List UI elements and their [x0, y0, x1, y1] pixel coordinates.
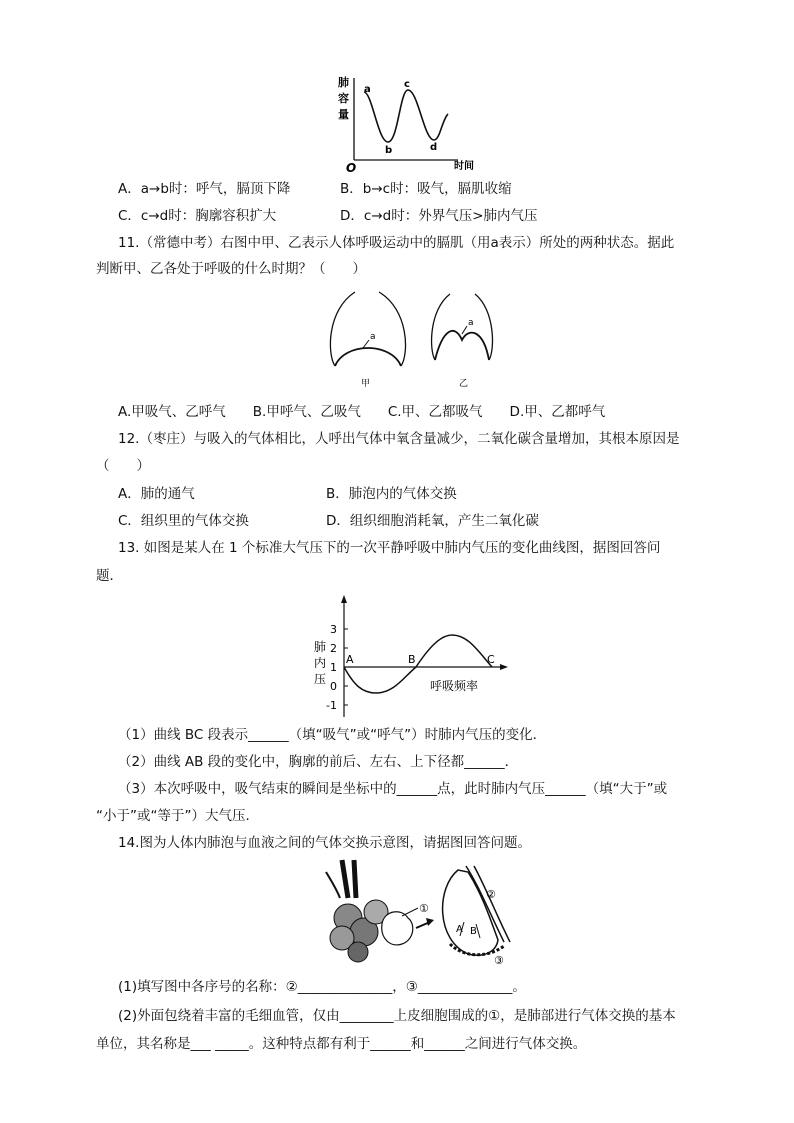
q10-option-c[interactable]: C．c→d时：胸廓容积扩大 — [118, 208, 277, 224]
q13-sub2: （2）曲线 AB 段的变化中，胸廓的前后、左右、上下径都______． — [118, 754, 519, 770]
point-a-label: a — [364, 84, 371, 95]
origin-label: O — [346, 161, 357, 175]
q10-option-b[interactable]: B．b→c时：吸气，膈肌收缩 — [340, 181, 512, 197]
q13-sub3-line1: （3）本次呼吸中，吸气结束的瞬间是坐标中的______点，此时肺内气压______（填“大于”或 — [118, 781, 668, 797]
q12-stem-line2: （ ） — [96, 458, 150, 474]
point-A-label: A — [346, 653, 354, 666]
label-1: ① — [419, 902, 429, 915]
q13-sub1: （1）曲线 BC 段表示______（填“吸气”或“呼气”）时肺内气压的变化． — [118, 727, 547, 743]
label-B: B — [470, 926, 477, 937]
q14-sub2-line2: 单位，其名称是___ _____。这种特点都有利于______和______之间进行气体交换。 — [96, 1036, 587, 1052]
y-label-char-3: 压 — [314, 672, 327, 686]
q12-option-b[interactable]: B．肺泡内的气体交换 — [326, 486, 457, 502]
q13-stem-line1: 13. 如图是某人在 1 个标准大气压下的一次平静呼吸中肺内气压的变化曲线图，据图回答问 — [118, 540, 661, 556]
y-axis-label-2: 容 — [338, 92, 349, 105]
q13-stem-line2: 题． — [96, 568, 123, 584]
y-label-char-2: 内 — [314, 656, 327, 670]
x-axis-label: 时间 — [454, 161, 474, 172]
point-B-label: B — [408, 653, 416, 666]
alveolus-cluster-5 — [348, 942, 368, 962]
yi-marker-a: a — [468, 318, 474, 328]
point-b-label: b — [385, 145, 393, 156]
yi-thorax-right — [475, 294, 492, 360]
y-label-char-1: 肺 — [314, 640, 327, 654]
single-alveolus — [382, 912, 413, 945]
vessel — [326, 872, 340, 898]
q11-options[interactable]: A.甲吸气、乙呼气 B.甲呼气、乙吸气 C.甲、乙都吸气 D.甲、乙都呼气 — [118, 404, 606, 420]
q10-option-a[interactable]: A．a→b时：呼气，膈顶下降 — [118, 181, 291, 197]
bronchiole — [342, 860, 356, 898]
q12-option-d[interactable]: D．组织细胞消耗氧，产生二氧化碳 — [326, 513, 539, 529]
yi-label: 乙 — [459, 379, 469, 389]
label-2: ② — [486, 888, 496, 901]
point-c-label: c — [404, 79, 410, 90]
jia-diaphragm — [335, 348, 401, 366]
point-C-label: C — [487, 653, 495, 666]
q10-option-d[interactable]: D．c→d时：外界气压>肺内气压 — [340, 208, 538, 224]
yi-pointer — [462, 326, 467, 334]
q14-sub2-line1: (2)外面包绕着丰富的毛细血管，仅由________上皮细胞围成的①，是肺部进行气体交换的基本 — [118, 1008, 676, 1024]
jia-pointer — [363, 340, 369, 348]
jia-label: 甲 — [361, 379, 371, 389]
point-d-label: d — [430, 142, 438, 153]
q14-stem: 14.图为人体内肺泡与血液之间的气体交换示意图，请据图回答问题。 — [118, 835, 531, 851]
q12-stem-line1: 12.（枣庄）与吸入的气体相比，人呼出气体中氧含量减少，二氧化碳含量增加，其根本原因是 — [118, 431, 680, 447]
y-axis-arrow — [341, 595, 347, 603]
tick-label-1: 1 — [330, 661, 337, 674]
lung-pressure-chart — [312, 593, 512, 723]
q12-option-a[interactable]: A．肺的通气 — [118, 486, 195, 502]
tick-label-0: 0 — [330, 680, 337, 693]
tick-label-2: 2 — [330, 642, 337, 655]
jia-marker-a: a — [370, 332, 376, 342]
q11-stem-line2: 判断甲、乙各处于呼吸的什么时期？（ ） — [96, 261, 366, 277]
diaphragm-figure — [325, 288, 505, 398]
label-A: A — [456, 924, 463, 935]
label-1-line — [402, 908, 418, 916]
q14-sub1: (1)填写图中各序号的名称：②______________，③______________。 — [118, 979, 526, 995]
zoom-arrow-head — [426, 918, 434, 926]
alveolus-figure — [318, 858, 518, 968]
y-axis-label-3: 量 — [338, 108, 349, 121]
q12-option-c[interactable]: C．组织里的气体交换 — [118, 513, 249, 529]
y-axis-label-1: 肺 — [338, 76, 349, 89]
x-axis-arrow — [500, 664, 508, 670]
q11-stem-line1: 11.（常德中考）右图中甲、乙表示人体呼吸运动中的膈肌（用a表示）所处的两种状态。据此 — [118, 235, 675, 251]
yi-thorax-left — [432, 294, 450, 360]
tick-label-neg1: -1 — [326, 699, 337, 712]
lung-volume-figure — [336, 70, 486, 176]
yi-diaphragm — [435, 331, 489, 360]
tick-label-3: 3 — [330, 623, 337, 636]
x-label: 呼吸频率 — [430, 679, 479, 693]
label-3: ③ — [494, 954, 504, 967]
q13-sub3-line2: “小于”或“等于”）大气压． — [96, 808, 259, 824]
lung-volume-curve — [364, 90, 448, 142]
